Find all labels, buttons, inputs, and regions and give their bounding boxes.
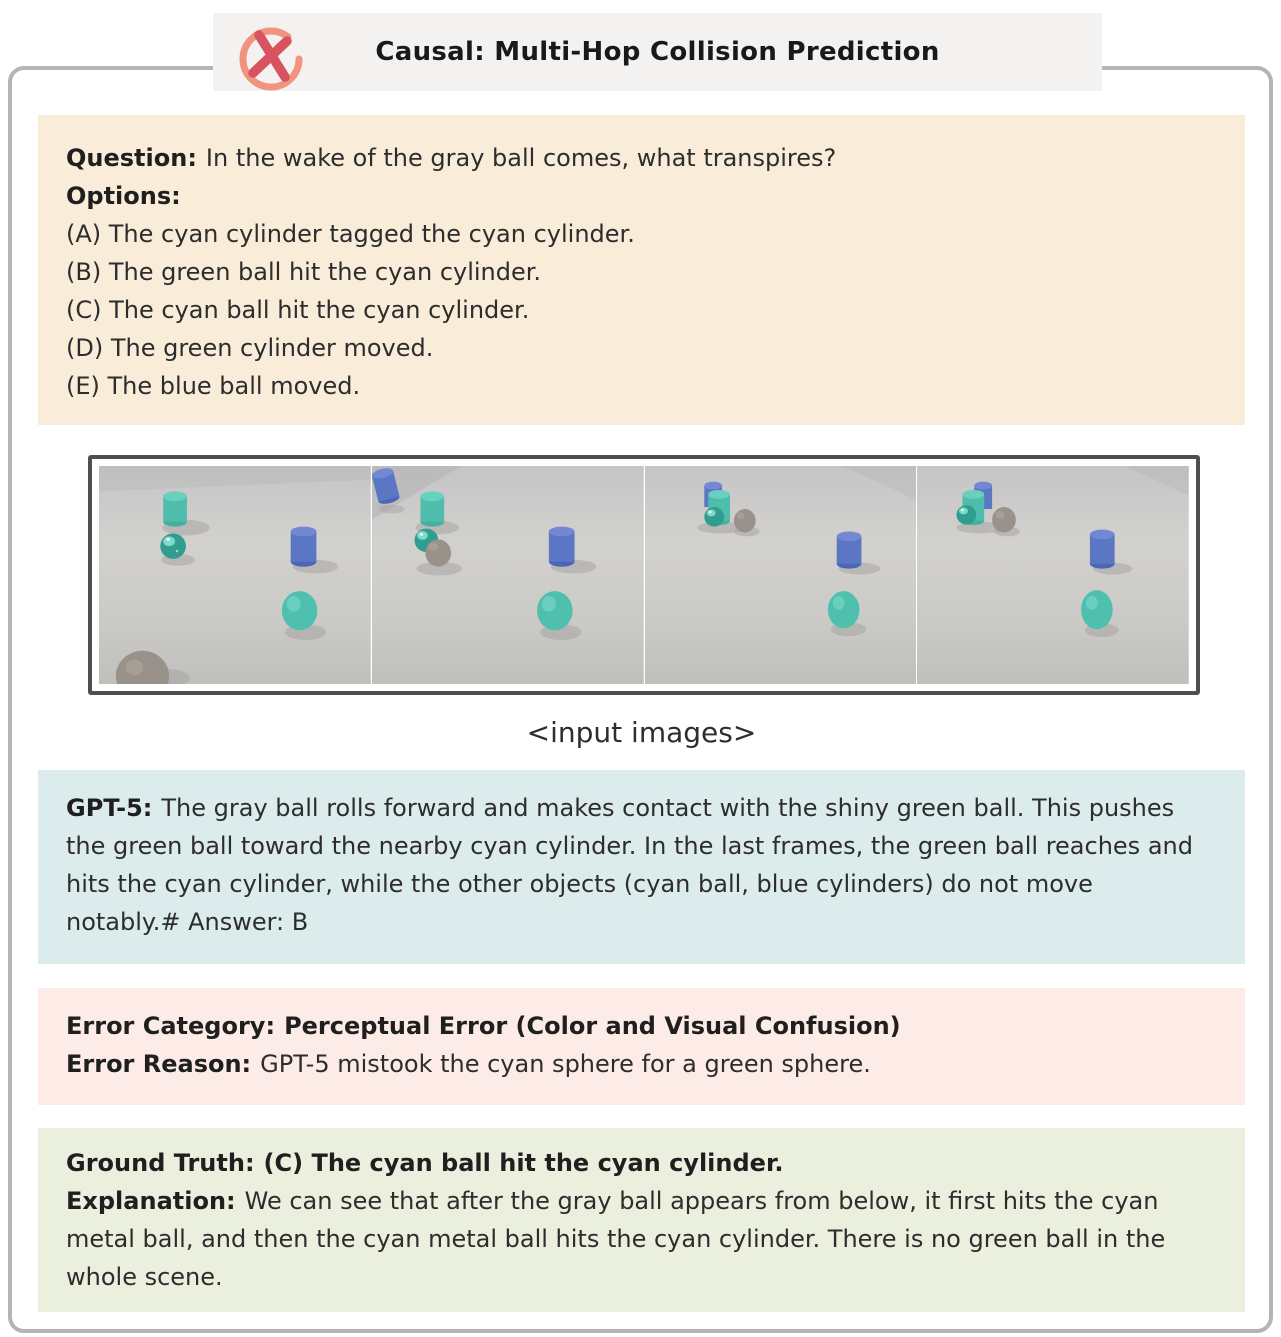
option-d: (D) The green cylinder moved. [66,334,434,362]
options-label: Options: [66,182,181,210]
ground-truth-line [66,1144,1201,1182]
ground-truth-answer: (C) The cyan ball hit the cyan cylinder. [263,1149,784,1177]
input-image-frame-2 [371,466,644,684]
gpt-response-box [38,770,1245,964]
error-category-line [66,1007,1217,1045]
input-images-caption: <input images> [526,716,757,749]
header-bar [213,13,1102,91]
input-image-frame-1 [99,466,371,684]
error-reason-line [66,1045,1217,1083]
option-e: (E) The blue ball moved. [66,372,361,400]
gpt-label: GPT-5: [66,794,153,822]
explanation-text: We can see that after the gray ball appears from below, it first hits the cyan metal ball, and then the cyan metal ball hits the cyan cylinder. There is no green ball in the whole scene. [66,1187,1166,1291]
input-image-frame-3 [644,466,917,684]
option-c: (C) The cyan ball hit the cyan cylinder. [66,296,530,324]
error-reason-label: Error Reason: [66,1050,252,1078]
question-box [38,115,1245,425]
gpt-response-text: GPT-5: The gray ball rolls forward and makes contact with the shiny green ball. This pushes the green ball toward the nearby cyan cylinder. In the last frames, the green ball reaches and hits the cyan cylinder, while the other objects (cyan ball, blue cylinders) do not move notably.# Answer: B [66,794,1193,936]
explanation-label: Explanation: [66,1187,236,1215]
error-box [38,988,1245,1105]
ground-truth-label: Ground Truth: [66,1149,255,1177]
ground-truth-box [38,1128,1245,1312]
question-label: Question: [66,144,197,172]
input-image-frame-4 [916,466,1189,684]
explanation-line [66,1182,1201,1296]
error-reason-text: GPT-5 mistook the cyan sphere for a green sphere. [260,1050,871,1078]
error-category-text: Perceptual Error (Color and Visual Confusion) [284,1012,901,1040]
option-b: (B) The green ball hit the cyan cylinder. [66,258,542,286]
page-title: Causal: Multi-Hop Collision Prediction [375,37,940,67]
input-images-strip [88,455,1200,695]
option-a: (A) The cyan cylinder tagged the cyan cylinder. [66,220,635,248]
error-category-label: Error Category: [66,1012,276,1040]
question-line [66,139,1217,177]
question-text: In the wake of the gray ball comes, what transpires? [205,144,837,172]
